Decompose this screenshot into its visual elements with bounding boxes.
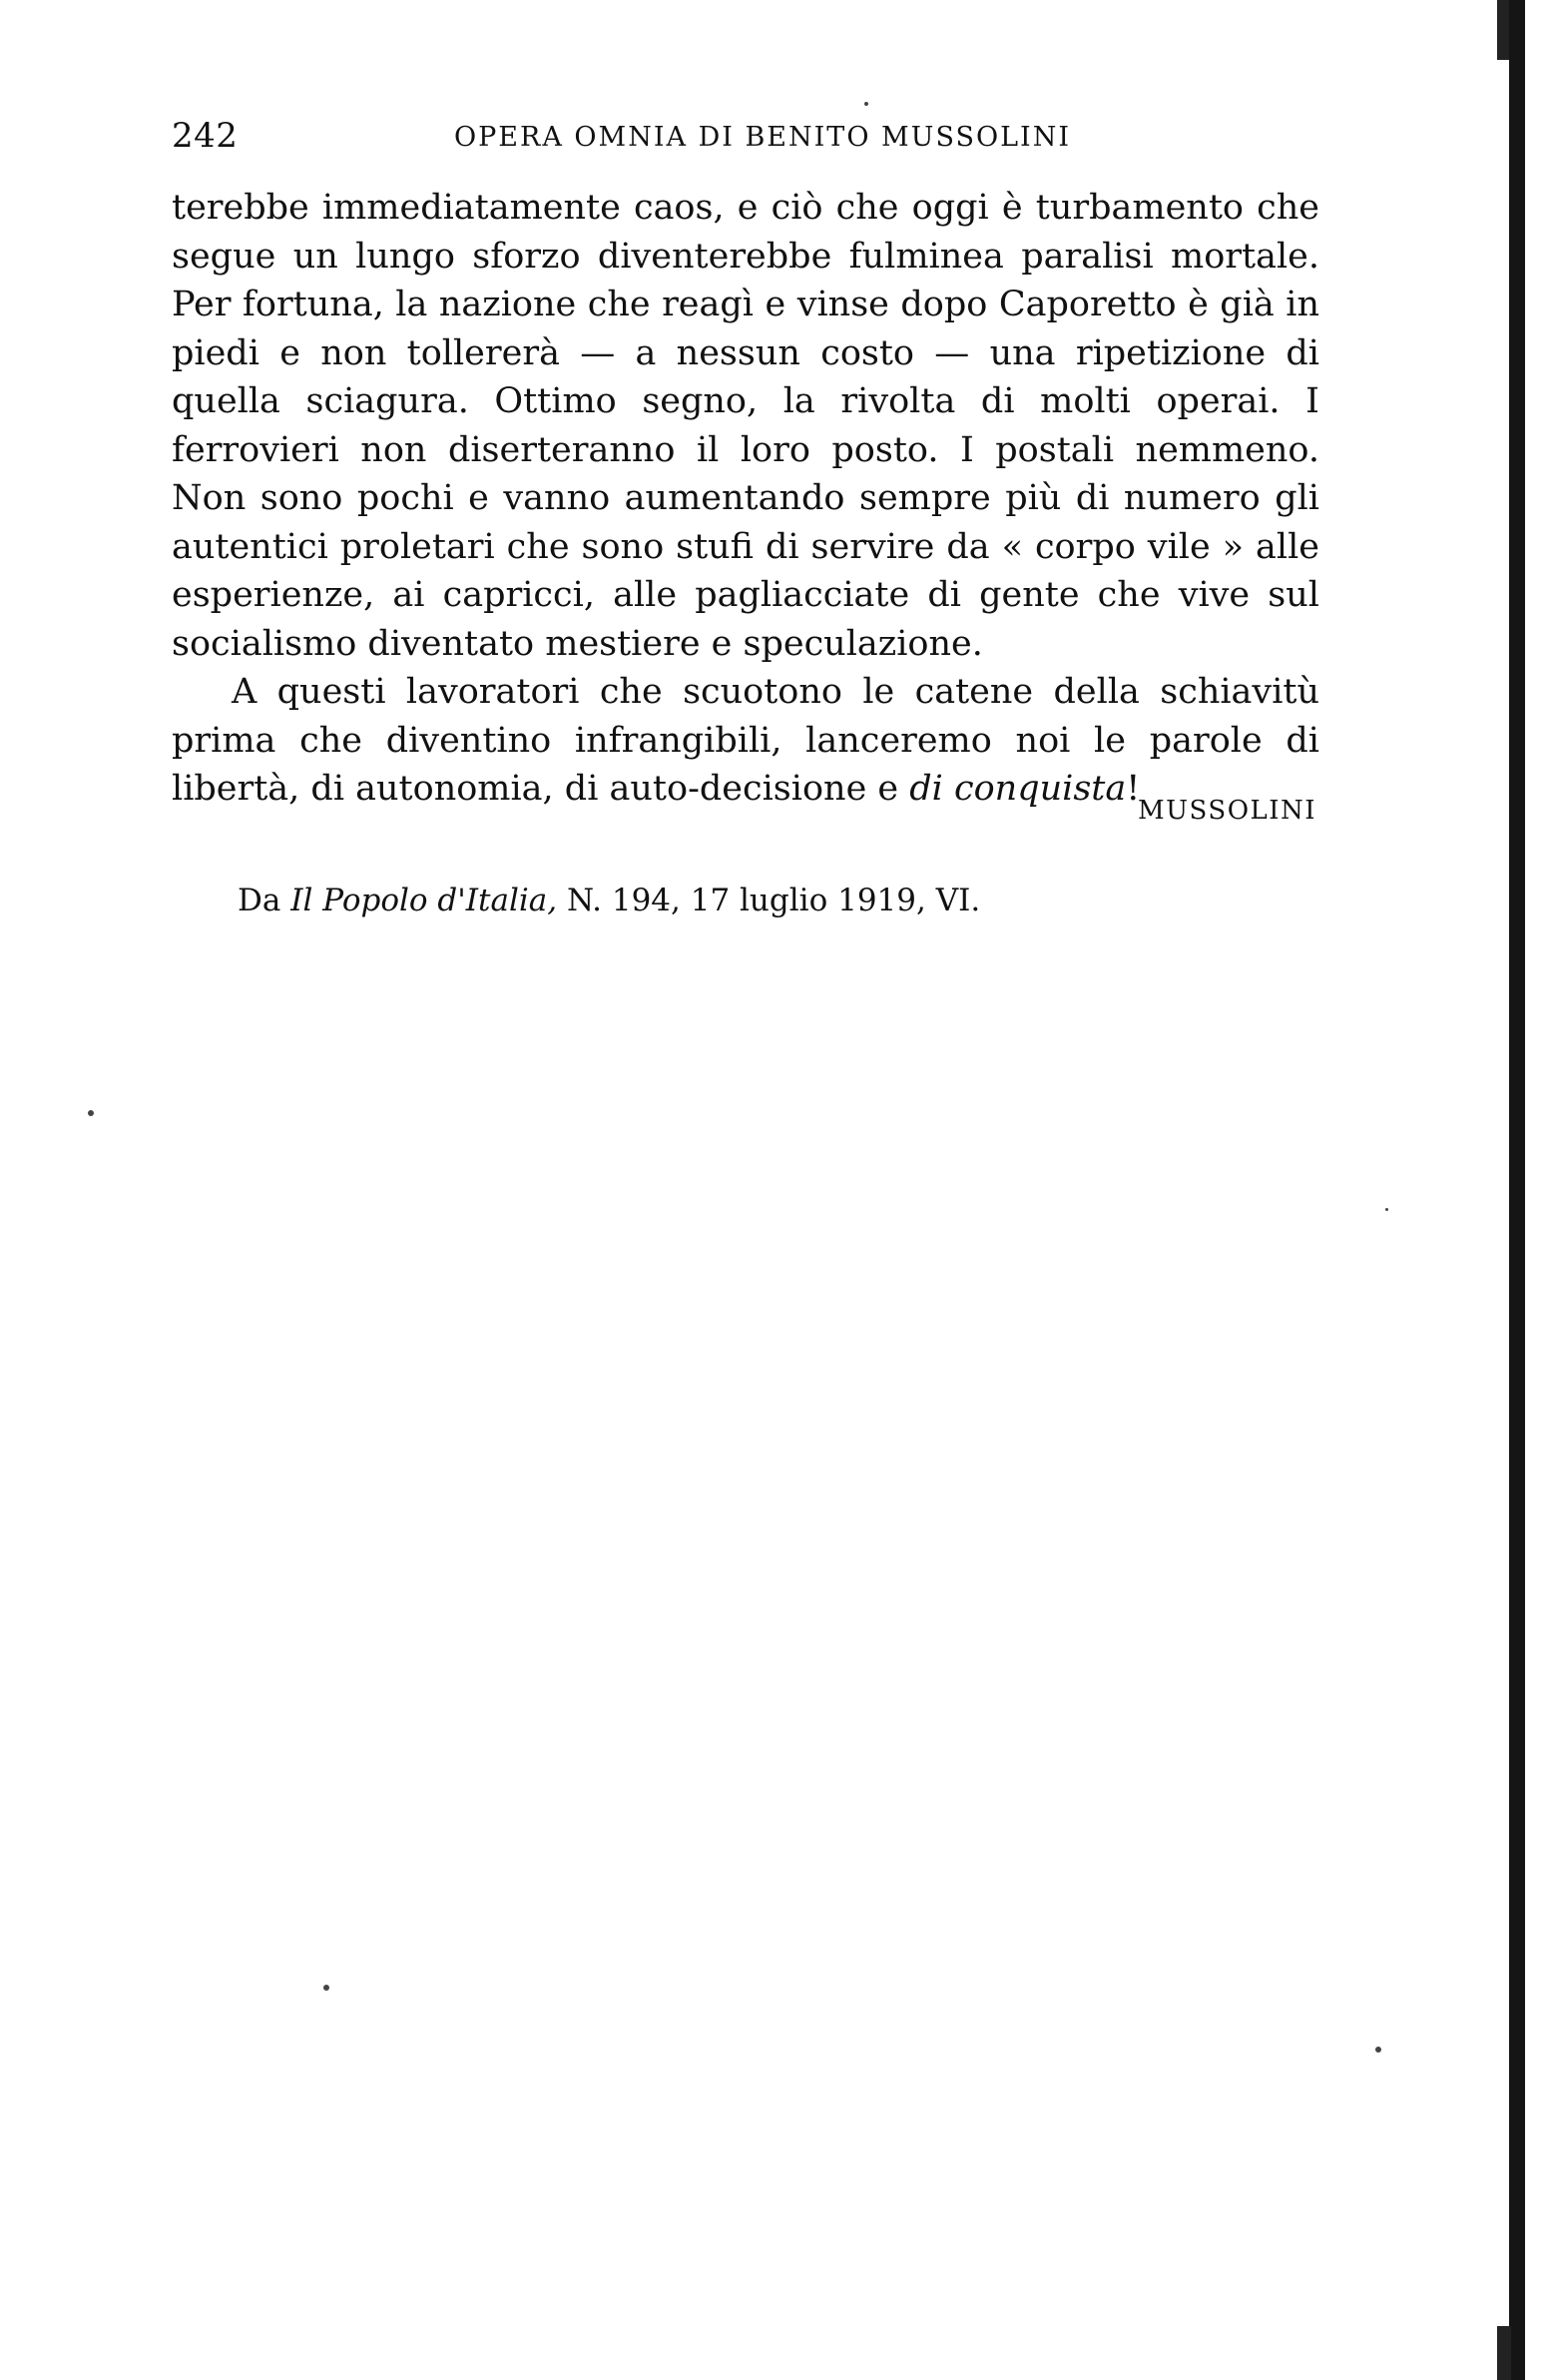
scan-speck (88, 1110, 94, 1116)
scan-speck (864, 102, 868, 106)
body-text (172, 184, 1319, 814)
scan-speck (1375, 2047, 1381, 2053)
source-details: N. 194, 17 luglio 1919, VI. (557, 883, 981, 918)
paragraph-2-italic: di conquista (909, 769, 1127, 809)
scan-speck (1385, 1208, 1388, 1211)
running-title: OPERA OMNIA DI BENITO MUSSOLINI (454, 122, 1071, 153)
source-prefix: Da (238, 883, 291, 918)
source-publication: Il Popolo d'Italia, (290, 883, 558, 918)
source-citation (238, 879, 980, 922)
paragraph-1: terebbe immediatamente caos, e ciò che oggi è turbamento che segue un lungo sforzo diventerebbe fulminea paralisi mortale. Per fortuna, la nazione che reagì e vinse dopo Caporetto è già in piedi e non tollererà — a nessun costo — una ripetizione di quella sciagura. Ottimo segno, la rivolta di molti operai. I ferrovieri non diserteranno il loro posto. I postali nemmeno. Non sono pochi e vanno aumentando sempre più di numero gli autentici proletari che sono stufi di servire da « corpo vile » alle esperienze, ai capricci, alle pagliacciate di gente che vive sul socialismo diventato mestiere e speculazione. (172, 188, 1319, 664)
paragraph-2-end: ! (1126, 769, 1141, 809)
page-number: 242 (172, 116, 239, 156)
scan-edge-mark-top (1497, 0, 1509, 60)
author-signature: MUSSOLINI (1138, 796, 1317, 826)
scan-edge-mark-bottom (1497, 2326, 1511, 2380)
paragraph-2-start: A questi lavoratori che scuotono le catene della schiavitù prima che diventino infrangibili, lanceremo noi le parole di libertà, di autonomia, di auto-decisione e (172, 672, 1319, 809)
scan-speck (323, 1985, 329, 1991)
scan-edge-shadow (1509, 0, 1525, 2380)
